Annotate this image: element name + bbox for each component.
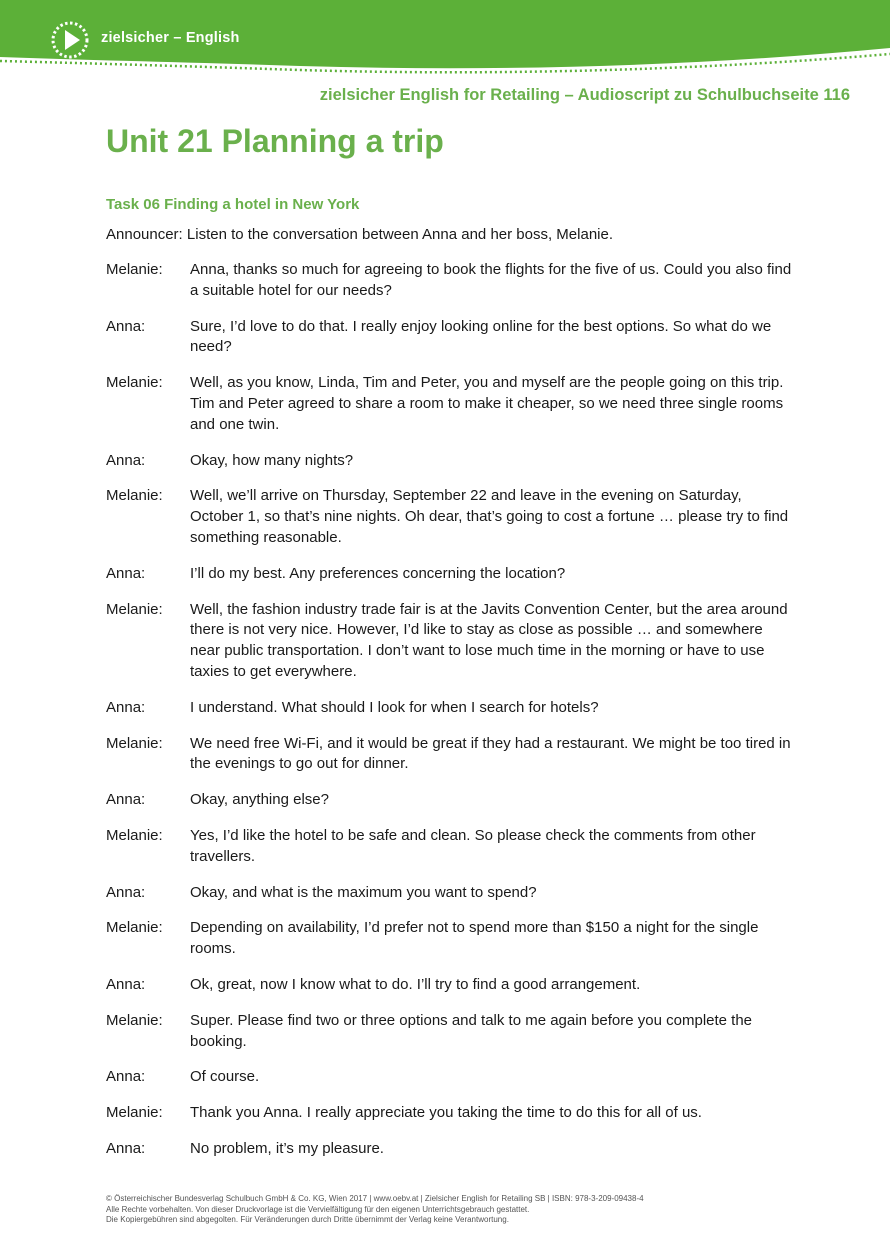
dialogue-line — [106, 1011, 796, 1053]
footer-copyright-line: © Österreichischer Bundesverlag Schulbuch GmbH & Co. KG, Wien 2017 | www.oebv.at | Zielsicher English for Retailing SB | ISBN: 978-3-209-09438-4 — [106, 1194, 644, 1203]
dialogue-line — [106, 1067, 796, 1088]
speaker: Melanie: — [106, 919, 163, 937]
speaker: Anna: — [106, 975, 146, 993]
speaker: Melanie: — [106, 487, 163, 505]
speech: Well, we’ll arrive on Thursday, September 22 and leave in the evening on Saturday, October 1, so that’s nine nights. Oh dear, that’s going to cost a fortune … please try to find something reasonable. — [190, 487, 789, 546]
speaker: Anna: — [106, 1068, 146, 1086]
brand-name: zielsicher – English — [101, 30, 240, 46]
speaker: Anna: — [106, 1139, 146, 1157]
speaker: Melanie: — [106, 600, 163, 618]
speech: Sure, I’d love to do that. I really enjoy looking online for the best options. So what do we need? — [190, 317, 772, 356]
speech: I understand. What should I look for when I search for hotels? — [190, 698, 599, 716]
speaker: Melanie: — [106, 1011, 163, 1029]
speech: Ok, great, now I know what to do. I’ll try to find a good arrangement. — [190, 975, 641, 993]
unit-title: Unit 21 Planning a trip — [106, 123, 444, 159]
dialogue-line — [106, 790, 796, 811]
dialogue-line — [106, 1139, 796, 1160]
speaker: Anna: — [106, 451, 146, 469]
play-logo-icon — [50, 20, 90, 60]
dialogue-line — [106, 260, 796, 302]
speech: Well, as you know, Linda, Tim and Peter, you and myself are the people going on this trip. Tim and Peter agreed to share a room to make it cheaper, so we need three single rooms and one twin. — [190, 374, 784, 433]
speaker: Anna: — [106, 698, 146, 716]
speech: Well, the fashion industry trade fair is at the Javits Convention Center, but the area around there is not very nice. However, I’d like to stay as close as possible … and somewhere near public transportation. I don’t want to lose much time in the morning or have to use taxies to get everywhere. — [190, 600, 788, 680]
speech: I’ll do my best. Any preferences concerning the location? — [190, 564, 566, 582]
dialogue-line — [106, 883, 796, 904]
dialogue-line — [106, 600, 796, 683]
dialogue-line — [106, 317, 796, 359]
speaker: Melanie: — [106, 826, 163, 844]
dialogue-line — [106, 451, 796, 472]
audioscript-subtitle: zielsicher English for Retailing – Audioscript zu Schulbuchseite 116 — [319, 86, 850, 104]
speaker: Melanie: — [106, 261, 163, 278]
speech: Okay, anything else? — [190, 791, 329, 809]
dialogue-line — [106, 734, 796, 776]
speaker: Melanie: — [106, 374, 163, 392]
dialogue-line — [106, 826, 796, 868]
footer-rights-line: Alle Rechte vorbehalten. Von dieser Druckvorlage ist die Vervielfältigung für den eigenen Unterrichtsgebrauch gestattet. — [106, 1204, 530, 1214]
dialogue-line — [106, 975, 796, 996]
dialogue-line — [106, 698, 796, 719]
dialogue-line — [106, 918, 796, 960]
speech: Thank you Anna. I really appreciate you taking the time to do this for all of us. — [190, 1104, 702, 1122]
speech: No problem, it’s my pleasure. — [190, 1139, 384, 1157]
copyright-footer — [106, 1194, 644, 1226]
dialogue — [106, 260, 796, 1175]
speech: Okay, how many nights? — [190, 451, 354, 469]
dialogue-line — [106, 1103, 796, 1124]
speaker: Anna: — [106, 791, 146, 809]
speech: Super. Please find two or three options and talk to me again before you complete the booking. — [190, 1011, 753, 1050]
speaker: Anna: — [106, 317, 146, 335]
speaker: Anna: — [106, 564, 146, 582]
dialogue-line — [106, 564, 796, 585]
speaker: Melanie: — [106, 734, 163, 752]
footer-fees-line: Die Kopiergebühren sind abgegolten. Für Veränderungen durch Dritte übernimmt der Verlag keine Verantwortung. — [106, 1215, 509, 1224]
speech: Depending on availability, I’d prefer not to spend more than $150 a night for the single rooms. — [190, 919, 759, 958]
speech: Anna, thanks so much for agreeing to book the flights for the five of us. Could you also find a suitable hotel for our needs? — [190, 261, 792, 299]
speech: We need free Wi-Fi, and it would be great if they had a restaurant. We might be too tired in the evenings to go out for dinner. — [190, 734, 791, 773]
announcer-line: Announcer: Listen to the conversation between Anna and her boss, Melanie. — [106, 226, 614, 243]
speaker: Melanie: — [106, 1104, 163, 1122]
speech: Yes, I’d like the hotel to be safe and clean. So please check the comments from other travellers. — [190, 826, 756, 865]
speaker: Anna: — [106, 883, 146, 901]
task-title: Task 06 Finding a hotel in New York — [106, 196, 360, 213]
dialogue-line — [106, 486, 796, 548]
dialogue-line — [106, 373, 796, 435]
speech: Of course. — [190, 1068, 260, 1086]
speech: Okay, and what is the maximum you want to spend? — [190, 883, 537, 901]
